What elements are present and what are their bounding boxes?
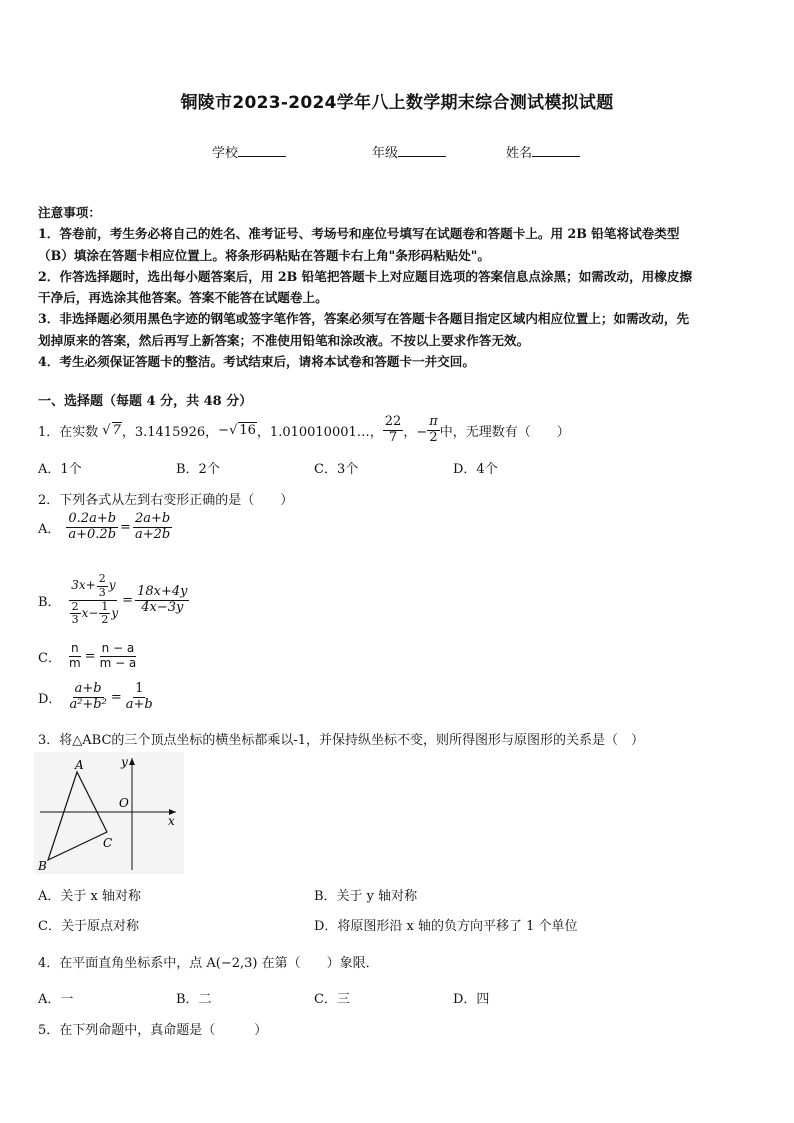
q3-option-a: A．关于 x 轴对称 [38, 889, 141, 904]
q1-frac1: $\frac{22}{7}$ [384, 413, 402, 445]
label-o: O [119, 796, 129, 810]
label-c: C [103, 836, 113, 850]
q2-stem: 2．下列各式从左到右变形正确的是（ ） [38, 493, 294, 508]
q3-triangle-figure [34, 752, 184, 874]
name-field [506, 142, 580, 161]
q4-option-b: B．二 [176, 992, 212, 1007]
q3-option-c: C．关于原点对称 [38, 919, 139, 934]
label-a: A [75, 758, 84, 772]
note-1a: 1．答卷前，考生务必将自己的姓名、准考证号、考场号和座位号填写在试题卷和答题卡上。用 2B 铅笔将试卷类型 [38, 226, 680, 242]
q2-option-c: C． $\frac{n}{m}$ = $\frac{n - a}{m - a}$ [38, 641, 137, 670]
notes-block [38, 202, 692, 372]
q1-mid3: ，− [403, 424, 428, 440]
q1-mid2: ，1.010010001…， [256, 424, 383, 440]
q1-mid1: ，3.1415926， [121, 424, 219, 440]
q3-option-d: D．将原图形沿 x 轴的负方向平移了 1 个单位 [314, 919, 578, 934]
q5-stem: 5．在下列命题中，真命题是（ ） [38, 1023, 268, 1038]
page-title: 铜陵市2023-2024学年八上数学期末综合测试模拟试题 [180, 93, 614, 113]
q1-suffix: 中，无理数有（ ） [439, 424, 570, 440]
section-heading: 一、选择题（每题 4 分，共 48 分） [38, 394, 253, 409]
q4-option-d: D．四 [453, 992, 490, 1007]
note-1b: （B）填涂在答题卡相应位置上。将条形码粘贴在答题卡右上角"条形码粘贴处"。 [38, 247, 490, 263]
q1-sqrt16: 16 [239, 423, 256, 438]
q1-stem: 1．在实数 √ 7 ，3.1415926， − √ 16 ，1.010010001…， $\frac{22}{7}$ ，− $\frac{\pi}{2}$ 中，无理数有（ ） [38, 413, 570, 445]
q2-option-a: A． $\frac{0.2a+b}{a+0.2b}$ = $\frac{2a+b}{a+2b}$ [38, 511, 171, 542]
q1-neg: − [218, 422, 230, 438]
note-2b: 干净后，再选涂其他答案。答案不能答在试题卷上。 [38, 290, 328, 306]
q2-option-b: B． 3x+ $\frac{2}{3}$ y $\frac{2}{3}$ x− $\frac{1}{2}$ y = $\frac{18x+4y}{4x-3y}$ [38, 572, 188, 627]
q3-option-b: B．关于 y 轴对称 [314, 889, 418, 904]
q1-sqrt7: 7 [112, 423, 121, 438]
note-4: 4．考生必须保证答题卡的整洁。考试结束后，请将本试卷和答题卡一并交回。 [38, 354, 475, 370]
note-2a: 2．作答选择题时，选出每小题答案后，用 2B 铅笔把答题卡上对应题目选项的答案信息点涂黑；如需改动，用橡皮擦 [38, 268, 693, 284]
q4-stem: 4．在平面直角坐标系中，点 A(−2,3) 在第（ ）象限． [38, 956, 379, 971]
q4-option-c: C．三 [314, 992, 350, 1007]
school-field [212, 142, 286, 161]
school-blank [238, 144, 286, 157]
q1-option-c: C．3个 [314, 462, 359, 477]
note-3b: 划掉原来的答案，然后再写上新答案；不准使用铅笔和涂改液。不按以上要求作答无效。 [38, 332, 530, 348]
name-blank [532, 144, 580, 157]
q3-stem: 3．将△ABC的三个顶点坐标的横坐标都乘以-1，并保持纵坐标不变，则所得图形与原图形的关系是（ ） [38, 733, 645, 748]
notes-heading: 注意事项： [38, 205, 101, 220]
q1-option-a: A．1个 [38, 462, 82, 477]
q2-option-d: D． $\frac{a+b}{\text{a²+b²}}$ = $\frac{1}{a+b}$ [38, 681, 153, 712]
q1-option-b: B．2个 [176, 462, 220, 477]
q1-prefix: 1．在实数 [38, 424, 99, 440]
q4-option-a: A．一 [38, 992, 74, 1007]
note-3a: 3．非选择题必须用黑色字迹的钢笔或签字笔作答，答案必须写在答题卡各题目指定区域内相应位置上；如需改动，先 [38, 311, 690, 327]
label-y: y [121, 755, 128, 769]
grade-label: 年级 [372, 146, 399, 161]
name-label: 姓名 [506, 146, 533, 161]
grade-field [372, 142, 446, 161]
label-x: x [168, 814, 175, 828]
q1-frac2: $\frac{\pi}{2}$ [429, 413, 438, 445]
q1-option-d: D．4个 [453, 462, 498, 477]
grade-blank [398, 144, 446, 157]
school-label: 学校 [212, 146, 239, 161]
label-b: B [38, 859, 47, 873]
